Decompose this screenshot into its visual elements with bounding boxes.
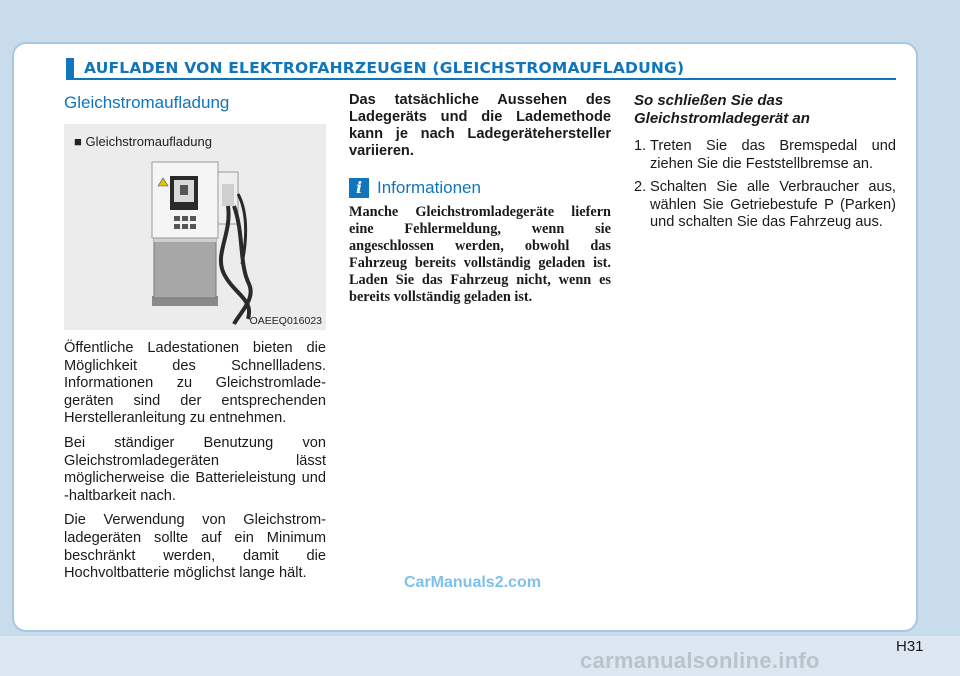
title-underline [74, 78, 896, 80]
procedure-steps [634, 138, 896, 232]
page-number: H31 [896, 638, 924, 655]
appearance-note: Das tatsächliche Aussehen des Ladegeräts und die Lademethode kann je nach Ladegerätehersteller variieren. [349, 92, 611, 159]
info-body: Manche Gleichstromladegeräte liefern eine Fehlermeldung, wenn sie angeschlossen werden, obwohl das Fahrzeug bereits vollständig geladen ist. Laden Sie das Fahrzeug nicht, wenn es bereits vollständig geladen ist. [349, 204, 611, 305]
figure-code: OAEEQ016023 [249, 315, 322, 327]
watermark-carmanuals2[interactable]: CarManuals2.com [404, 574, 541, 591]
column-3 [634, 92, 896, 238]
figure-caption: ■ Gleichstromaufladung [74, 134, 212, 149]
list-item [634, 179, 896, 232]
info-header [349, 178, 611, 198]
list-item [634, 138, 896, 173]
step-text: Schalten Sie alle Verbraucher aus, wählen Sie Getriebestufe P (Parken) und schalten Sie das Fahrzeug aus. [650, 179, 896, 231]
info-title: Informationen [377, 178, 481, 197]
step-text: Treten Sie das Bremspedal und ziehen Sie die Feststellbremse an. [650, 138, 896, 172]
section-title-bar [66, 58, 896, 80]
figure [64, 124, 326, 330]
title-marker [66, 58, 74, 80]
column-1 [64, 92, 326, 590]
dc-charging-station-illustration [64, 124, 326, 330]
watermark-carmanualsonline[interactable]: carmanualsonline.info [580, 648, 820, 673]
step-number: 2. [634, 179, 647, 196]
page-title: AUFLADEN VON ELEKTROFAHRZEUGEN (GLEICHSTROMAUFLADUNG) [84, 59, 685, 77]
procedure-heading: So schließen Sie das Gleichstromladegerät an [634, 92, 810, 127]
body-paragraph: Die Verwendung von Gleichstromladegeräten sollte auf ein Minimum beschränkt werden, damit die Hochvoltbatterie möglichst lange hält. [64, 512, 326, 582]
info-icon: i [349, 178, 369, 198]
column-2 [349, 92, 611, 306]
body-paragraph: Öffentliche Ladestationen bieten die Möglichkeit des Schnellladens. Informationen zu Gleichstromladegeräten sind der entsprechenden Herstelleranleitung zu entnehmen. [64, 340, 326, 427]
step-number: 1. [634, 138, 647, 154]
section-heading: Gleichstromaufladung [64, 93, 230, 112]
body-paragraph: Bei ständiger Benutzung von Gleichstromladegeräten lässt möglicherweise die Batterieleistung und -haltbarkeit nach. [64, 434, 326, 504]
